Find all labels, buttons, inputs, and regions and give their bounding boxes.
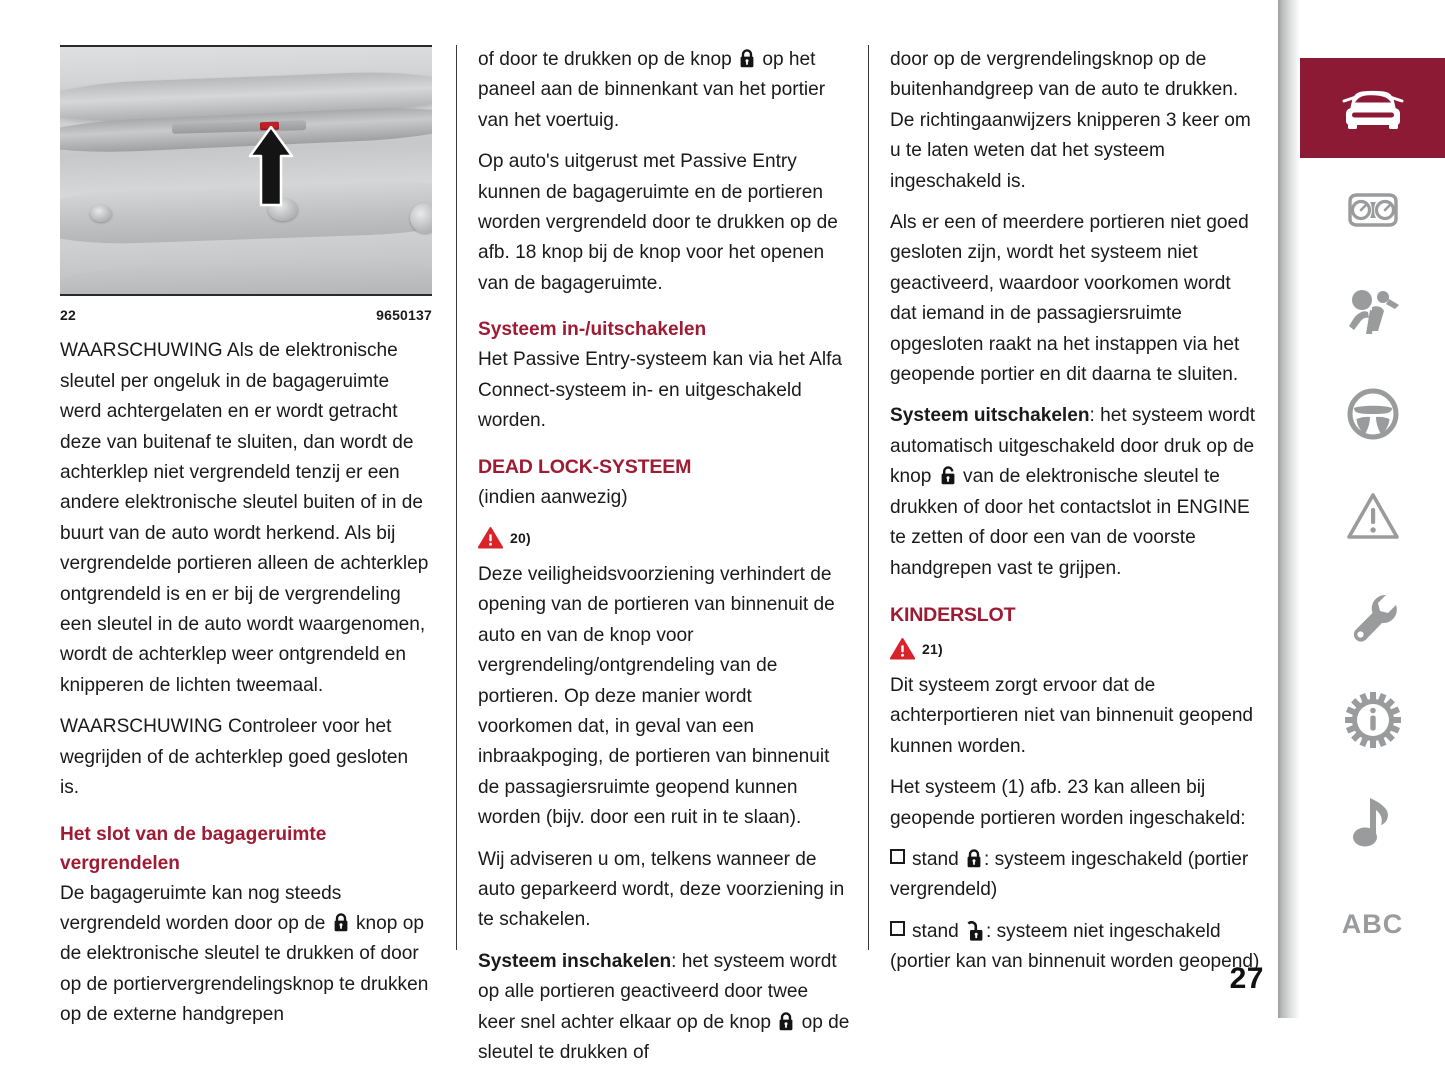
c2-heading-system-toggle: Systeem in-/uitschakelen xyxy=(478,319,707,341)
column-divider-1 xyxy=(456,45,457,950)
callout-arrow-icon xyxy=(248,126,294,208)
c3-paragraph-4: Dit systeem zorgt ervoor dat de achterportieren niet van binnenuit geopend kunnen worden. xyxy=(890,674,1254,757)
sidebar-tab-multimedia[interactable] xyxy=(1300,772,1445,872)
c3-bullet-1 xyxy=(890,845,1262,906)
c2-heading-dead-lock: DEAD LOCK-SYSTEEM xyxy=(478,456,692,479)
c3-b2-text-a: stand xyxy=(912,920,965,942)
c2-p1-text-b: op het paneel aan de binnenkant van het portier van het voertuig. xyxy=(478,49,826,131)
wrench-icon xyxy=(1346,591,1400,645)
sidebar-tab-safety[interactable] xyxy=(1300,262,1445,362)
c1-heading-trunk-lock: Het slot van de bagageruimte vergrendelen xyxy=(60,823,327,874)
c2-paragraph-6: Wij adviseren u om, telkens wanneer de auto geparkeerd wordt, deze voorziening in te schakelen. xyxy=(478,848,845,931)
c3-p3-text-b: van de elektronische sleutel te drukken of door het contactslot in ENGINE te zetten of door een van de voorste handgrepen vast te grijpen. xyxy=(890,466,1250,579)
c3-paragraph-3 xyxy=(890,401,1262,583)
warning-triangle-icon xyxy=(1345,491,1401,541)
c2-p7-text-a: : het systeem wordt op alle portieren geactiveerd door twee keer snel achter elkaar op de knop xyxy=(478,950,837,1033)
padlock-closed-icon xyxy=(966,849,982,868)
padlock-closed-icon xyxy=(778,1012,794,1031)
c2-warning-reference xyxy=(478,525,850,551)
padlock-closed-icon xyxy=(739,49,755,68)
sidebar-tab-info[interactable] xyxy=(1300,670,1445,770)
padlock-closed-icon xyxy=(333,913,349,932)
c1-paragraph-3 xyxy=(60,879,432,1031)
section-tab-sidebar xyxy=(1278,0,1445,1018)
c1-p3-text-b: knop op de elektronische sleutel te drukken of door op de portiervergrendelingsknop te drukken op de externe handgrepen xyxy=(60,912,429,1026)
text-column-2 xyxy=(478,45,850,1068)
steering-wheel-icon xyxy=(1346,387,1400,441)
c3-b1-text-b: : systeem ingeschakeld (portier vergrendeld) xyxy=(890,848,1249,901)
c2-p7-text-b: op de sleutel te drukken of xyxy=(478,1011,850,1063)
c2-paragraph-7 xyxy=(478,947,850,1068)
c3-p3-text-a: : het systeem wordt automatisch uitgeschakeld door druk op de knop xyxy=(890,405,1256,488)
column-divider-2 xyxy=(868,45,869,950)
text-column-1 xyxy=(60,45,432,1031)
figure-number: 22 xyxy=(60,307,76,323)
sidebar-tab-alphabetical-index[interactable] xyxy=(1300,874,1445,974)
c3-paragraph-5: Het systeem (1) afb. 23 kan alleen bij geopende portieren worden ingeschakeld: xyxy=(890,777,1246,829)
c3-warning-reference xyxy=(890,636,1262,662)
c3-heading-child-lock: KINDERSLOT xyxy=(890,603,1016,626)
square-bullet-icon xyxy=(890,921,905,936)
c3-warning-ref-number: 21) xyxy=(922,640,943,657)
sidebar-tab-list xyxy=(1300,0,1445,960)
sidebar-tab-dashboard-car[interactable] xyxy=(1300,58,1445,158)
warning-triangle-icon xyxy=(478,527,503,549)
instrument-cluster-icon xyxy=(1342,188,1404,232)
c1-paragraph-2: WAARSCHUWING Controleer voor het wegrijden of de achterklep goed gesloten is. xyxy=(60,716,409,799)
c2-paragraph-3: Het Passive Entry-systeem kan via het Alfa Connect-systeem in- en uitgeschakeld worden. xyxy=(478,349,842,432)
c3-b1-text-a: stand xyxy=(912,848,965,870)
c2-p1-text-a: of door te drukken op de knop xyxy=(478,49,738,70)
c3-paragraph-2: Als er een of meerdere portieren niet goed gesloten zijn, wordt het systeem niet geactiveerd, waardoor voorkomen wordt dat iemand in de passagiersruimte opgesloten raakt na het instappen via het geopende portier en dit daarna te sluiten. xyxy=(890,212,1249,386)
page-edge-shadow xyxy=(1278,0,1300,1018)
gear-info-icon xyxy=(1345,692,1401,748)
c3-b2-text-b: : systeem niet ingeschakeld (portier kan van binnenuit worden geopend) xyxy=(890,920,1260,973)
sidebar-tab-steering[interactable] xyxy=(1300,364,1445,464)
c1-paragraph-1: WAARSCHUWING Als de elektronische sleutel per ongeluk in de bagageruimte werd achtergelaten en er wordt getracht deze van buitenaf te sluiten, dan wordt de achterklep niet vergrendeld tenzij er een andere elektronische sleutel buiten of in de buurt van de auto wordt herkend. Als bij vergrendelde portieren alleen de achterklep ontgrendeld is en er bij de vergrendeling een sleutel in de auto wordt waargenomen, wordt de achterklep weer ontgrendeld en knipperen de lichten tweemaal. xyxy=(60,340,429,696)
car-front-icon xyxy=(1339,84,1407,132)
sidebar-tab-instrument-cluster[interactable] xyxy=(1300,160,1445,260)
page-number: 27 xyxy=(1229,962,1264,995)
c3-bullet-2 xyxy=(890,917,1262,978)
figure-code: 9650137 xyxy=(376,307,432,323)
text-column-3 xyxy=(890,45,1262,978)
c2-p7-bold-lead: Systeem inschakelen xyxy=(478,950,672,972)
square-bullet-icon xyxy=(890,849,905,864)
sidebar-tab-warnings[interactable] xyxy=(1300,466,1445,566)
c3-paragraph-1: door op de vergrendelingsknop op de buitenhandgreep van de auto te drukken. De richtingaanwijzers knipperen 3 keer om u te laten weten dat het systeem ingeschakeld is. xyxy=(890,49,1251,192)
music-note-icon xyxy=(1350,794,1396,850)
warning-triangle-icon xyxy=(890,638,915,660)
sidebar-tab-maintenance[interactable] xyxy=(1300,568,1445,668)
c2-paragraph-2: Op auto's uitgerust met Passive Entry kunnen de bagageruimte en de portieren worden vergrendeld door te drukken op de afb. 18 knop bij de knop voor het openen van de bagageruimte. xyxy=(478,151,838,294)
abc-index-label: ABC xyxy=(1341,908,1404,939)
c2-warning-ref-number: 20) xyxy=(510,529,531,546)
padlock-open-icon xyxy=(966,921,984,942)
seatbelt-safety-icon xyxy=(1342,286,1404,338)
figure-image xyxy=(60,45,432,296)
figure-22 xyxy=(60,45,432,330)
figure-caption xyxy=(60,296,432,330)
c2-paragraph-5: Deze veiligheidsvoorziening verhindert de opening van de portieren van binnenuit de auto en van de knop voor vergrendeling/ontgrendeling van de portieren. Op deze manier wordt voorkomen dat, in geval van een inbraakpoging, de portieren van binnenuit de passagiersruimte geopend kunnen worden (bijv. door een ruit in te slaan). xyxy=(478,563,835,829)
c3-p3-bold-lead: Systeem uitschakelen xyxy=(890,405,1090,427)
c1-p3-text-a: De bagageruimte kan nog steeds vergrendeld worden door op de xyxy=(60,882,342,934)
c2-paragraph-1 xyxy=(478,45,850,136)
padlock-open-icon xyxy=(939,466,956,485)
c2-paragraph-4: (indien aanwezig) xyxy=(478,487,628,509)
